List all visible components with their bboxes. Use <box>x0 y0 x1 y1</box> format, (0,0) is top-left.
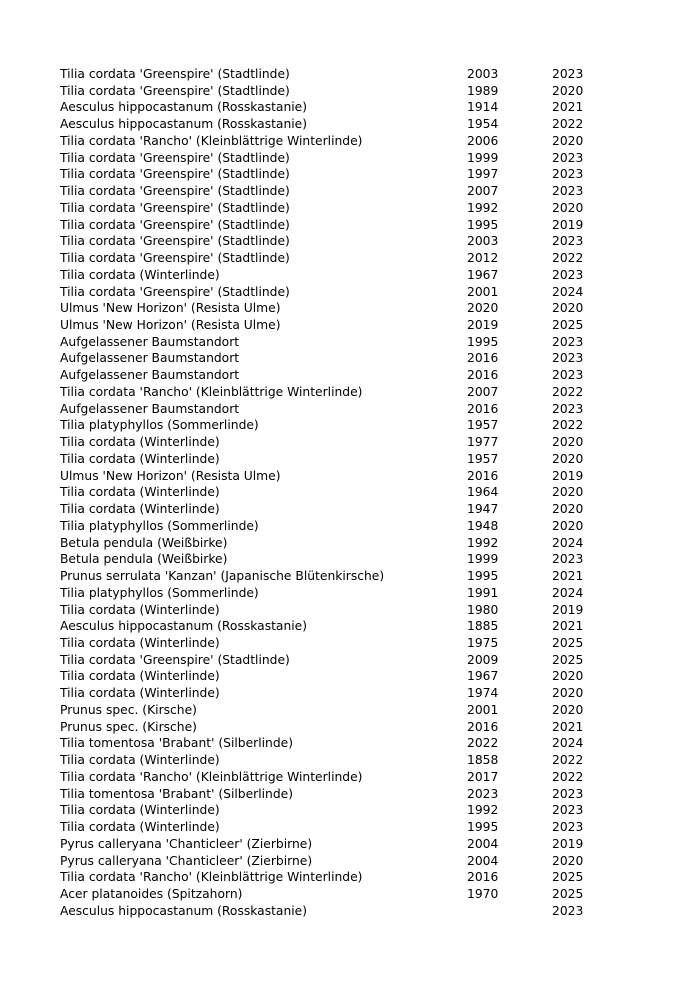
tree-name: Tilia tomentosa 'Brabant' (Silberlinde) <box>60 736 294 751</box>
year-planted: 1999 <box>467 150 499 165</box>
tree-name: Tilia cordata 'Greenspire' (Stadtlinde) <box>60 200 290 215</box>
year-checked: 2020 <box>552 451 584 466</box>
year-checked: 2020 <box>552 83 584 98</box>
tree-name: Prunus serrulata 'Kanzan' (Japanische Blütenkirsche) <box>60 569 385 584</box>
year-checked: 2021 <box>552 569 584 584</box>
table-row <box>60 250 600 267</box>
table-row <box>60 233 600 250</box>
year-checked: 2024 <box>552 284 584 299</box>
year-planted: 2006 <box>467 133 499 148</box>
tree-name: Tilia cordata (Winterlinde) <box>60 451 220 466</box>
year-planted: 2017 <box>467 769 499 784</box>
table-row <box>60 133 600 150</box>
table-row <box>60 702 600 719</box>
year-planted: 1980 <box>467 602 499 617</box>
year-checked: 2023 <box>552 820 584 835</box>
tree-name: Ulmus 'New Horizon' (Resista Ulme) <box>60 468 281 483</box>
table-row <box>60 869 600 886</box>
tree-name: Tilia cordata 'Greenspire' (Stadtlinde) <box>60 83 290 98</box>
table-row <box>60 300 600 317</box>
year-checked: 2025 <box>552 318 584 333</box>
table-row <box>60 417 600 434</box>
year-planted: 1992 <box>467 200 499 215</box>
tree-name: Tilia cordata 'Greenspire' (Stadtlinde) <box>60 284 290 299</box>
year-planted: 1947 <box>467 502 499 517</box>
year-checked: 2020 <box>552 485 584 500</box>
tree-name: Aufgelassener Baumstandort <box>60 401 240 416</box>
year-checked: 2023 <box>552 552 584 567</box>
year-planted: 2004 <box>467 853 499 868</box>
tree-name: Acer platanoides (Spitzahorn) <box>60 886 243 901</box>
tree-name: Aesculus hippocastanum (Rosskastanie) <box>60 619 308 634</box>
table-row <box>60 83 600 100</box>
year-checked: 2019 <box>552 602 584 617</box>
year-planted: 1957 <box>467 418 499 433</box>
year-checked: 2023 <box>552 368 584 383</box>
year-planted: 2016 <box>467 368 499 383</box>
year-planted: 1992 <box>467 535 499 550</box>
table-row <box>60 535 600 552</box>
year-checked: 2019 <box>552 836 584 851</box>
year-planted: 2023 <box>467 786 499 801</box>
tree-name: Ulmus 'New Horizon' (Resista Ulme) <box>60 301 281 316</box>
year-planted: 2001 <box>467 284 499 299</box>
tree-name: Prunus spec. (Kirsche) <box>60 719 197 734</box>
year-checked: 2020 <box>552 686 584 701</box>
table-row <box>60 752 600 769</box>
year-planted: 1997 <box>467 167 499 182</box>
table-row <box>60 267 600 284</box>
year-checked: 2019 <box>552 468 584 483</box>
year-checked: 2021 <box>552 100 584 115</box>
year-checked: 2023 <box>552 334 584 349</box>
year-checked: 2020 <box>552 518 584 533</box>
table-row <box>60 903 600 920</box>
table-row <box>60 652 600 669</box>
table-row <box>60 317 600 334</box>
year-checked: 2023 <box>552 401 584 416</box>
table-row <box>60 501 600 518</box>
tree-name: Tilia platyphyllos (Sommerlinde) <box>60 418 259 433</box>
year-checked: 2024 <box>552 535 584 550</box>
year-planted: 2016 <box>467 468 499 483</box>
year-planted: 1992 <box>467 803 499 818</box>
tree-name: Tilia platyphyllos (Sommerlinde) <box>60 585 259 600</box>
year-planted: 2022 <box>467 736 499 751</box>
tree-name: Tilia tomentosa 'Brabant' (Silberlinde) <box>60 786 294 801</box>
tree-name: Tilia cordata 'Greenspire' (Stadtlinde) <box>60 67 290 81</box>
year-planted: 1995 <box>467 820 499 835</box>
year-checked: 2023 <box>552 351 584 366</box>
tree-name: Aesculus hippocastanum (Rosskastanie) <box>60 100 308 115</box>
tree-name: Aesculus hippocastanum (Rosskastanie) <box>60 117 308 132</box>
year-checked: 2023 <box>552 150 584 165</box>
year-checked: 2020 <box>552 133 584 148</box>
tree-name: Tilia cordata 'Rancho' (Kleinblättrige Winterlinde) <box>60 133 363 148</box>
table-row <box>60 484 600 501</box>
year-planted: 1989 <box>467 83 499 98</box>
table-row <box>60 518 600 535</box>
table-row <box>60 618 600 635</box>
year-planted: 1995 <box>467 569 499 584</box>
year-checked: 2025 <box>552 870 584 885</box>
table-row <box>60 602 600 619</box>
year-checked: 2023 <box>552 803 584 818</box>
year-checked: 2022 <box>552 384 584 399</box>
tree-name: Betula pendula (Weißbirke) <box>60 552 228 567</box>
tree-name: Aufgelassener Baumstandort <box>60 334 240 349</box>
year-checked: 2023 <box>552 267 584 282</box>
tree-table <box>60 66 600 919</box>
table-row <box>60 769 600 786</box>
year-planted: 2016 <box>467 401 499 416</box>
year-checked: 2022 <box>552 418 584 433</box>
tree-name: Tilia cordata (Winterlinde) <box>60 669 220 684</box>
tree-name: Tilia cordata 'Greenspire' (Stadtlinde) <box>60 652 290 667</box>
tree-name: Tilia cordata 'Rancho' (Kleinblättrige Winterlinde) <box>60 769 363 784</box>
year-planted: 2012 <box>467 251 499 266</box>
tree-name: Tilia cordata 'Greenspire' (Stadtlinde) <box>60 234 290 249</box>
year-checked: 2023 <box>552 167 584 182</box>
tree-name: Prunus spec. (Kirsche) <box>60 702 197 717</box>
tree-name: Betula pendula (Weißbirke) <box>60 535 228 550</box>
table-row <box>60 786 600 803</box>
year-planted: 2009 <box>467 652 499 667</box>
tree-name: Tilia cordata (Winterlinde) <box>60 435 220 450</box>
year-checked: 2023 <box>552 67 584 81</box>
year-planted: 2019 <box>467 318 499 333</box>
table-row <box>60 200 600 217</box>
year-checked: 2025 <box>552 886 584 901</box>
table-row <box>60 451 600 468</box>
table-row <box>60 350 600 367</box>
year-checked: 2023 <box>552 234 584 249</box>
year-checked: 2023 <box>552 903 584 918</box>
year-planted: 1957 <box>467 451 499 466</box>
table-row <box>60 886 600 903</box>
tree-name: Tilia cordata (Winterlinde) <box>60 635 220 650</box>
year-planted: 1975 <box>467 635 499 650</box>
table-row <box>60 217 600 234</box>
year-checked: 2025 <box>552 652 584 667</box>
year-planted: 1977 <box>467 435 499 450</box>
table-row <box>60 735 600 752</box>
year-planted: 1954 <box>467 117 499 132</box>
table-row <box>60 719 600 736</box>
year-checked: 2020 <box>552 200 584 215</box>
year-checked: 2021 <box>552 619 584 634</box>
tree-name: Tilia cordata 'Greenspire' (Stadtlinde) <box>60 167 290 182</box>
tree-name: Ulmus 'New Horizon' (Resista Ulme) <box>60 318 281 333</box>
tree-name: Tilia cordata (Winterlinde) <box>60 753 220 768</box>
table-row <box>60 853 600 870</box>
year-checked: 2020 <box>552 702 584 717</box>
year-planted: 2020 <box>467 301 499 316</box>
year-planted: 1974 <box>467 686 499 701</box>
tree-name: Tilia cordata 'Rancho' (Kleinblättrige Winterlinde) <box>60 870 363 885</box>
year-planted: 1999 <box>467 552 499 567</box>
tree-name: Aesculus hippocastanum (Rosskastanie) <box>60 903 308 918</box>
table-row <box>60 334 600 351</box>
year-planted: 2016 <box>467 351 499 366</box>
year-planted: 2007 <box>467 384 499 399</box>
tree-name: Tilia platyphyllos (Sommerlinde) <box>60 518 259 533</box>
year-planted: 2003 <box>467 234 499 249</box>
year-checked: 2020 <box>552 301 584 316</box>
year-planted: 1967 <box>467 267 499 282</box>
year-planted: 1914 <box>467 100 499 115</box>
table-row <box>60 836 600 853</box>
year-checked: 2025 <box>552 635 584 650</box>
year-planted: 1991 <box>467 585 499 600</box>
tree-name: Tilia cordata (Winterlinde) <box>60 602 220 617</box>
year-planted: 2016 <box>467 870 499 885</box>
table-row <box>60 635 600 652</box>
year-planted: 2007 <box>467 184 499 199</box>
table-row <box>60 401 600 418</box>
tree-name: Tilia cordata 'Greenspire' (Stadtlinde) <box>60 251 290 266</box>
year-checked: 2022 <box>552 251 584 266</box>
year-planted: 1948 <box>467 518 499 533</box>
year-planted: 1970 <box>467 886 499 901</box>
year-checked: 2019 <box>552 217 584 232</box>
table-row <box>60 150 600 167</box>
tree-name: Aufgelassener Baumstandort <box>60 351 240 366</box>
table-row <box>60 568 600 585</box>
table-row <box>60 183 600 200</box>
tree-name: Tilia cordata 'Greenspire' (Stadtlinde) <box>60 150 290 165</box>
table-row <box>60 367 600 384</box>
year-checked: 2024 <box>552 736 584 751</box>
year-checked: 2023 <box>552 786 584 801</box>
year-planted: 2001 <box>467 702 499 717</box>
year-checked: 2020 <box>552 853 584 868</box>
year-checked: 2022 <box>552 769 584 784</box>
table-row <box>60 384 600 401</box>
year-checked: 2024 <box>552 585 584 600</box>
year-planted: 1885 <box>467 619 499 634</box>
year-planted: 2016 <box>467 719 499 734</box>
table-row <box>60 551 600 568</box>
table-row <box>60 116 600 133</box>
tree-name: Tilia cordata (Winterlinde) <box>60 502 220 517</box>
year-planted: 1964 <box>467 485 499 500</box>
table-row <box>60 99 600 116</box>
table-row <box>60 468 600 485</box>
table-row <box>60 585 600 602</box>
tree-name: Tilia cordata 'Rancho' (Kleinblättrige Winterlinde) <box>60 384 363 399</box>
year-checked: 2022 <box>552 753 584 768</box>
tree-name: Tilia cordata (Winterlinde) <box>60 820 220 835</box>
tree-name: Tilia cordata (Winterlinde) <box>60 267 220 282</box>
year-checked: 2023 <box>552 184 584 199</box>
tree-name: Tilia cordata 'Greenspire' (Stadtlinde) <box>60 184 290 199</box>
year-checked: 2021 <box>552 719 584 734</box>
year-planted: 2004 <box>467 836 499 851</box>
tree-name: Tilia cordata (Winterlinde) <box>60 485 220 500</box>
tree-name: Tilia cordata (Winterlinde) <box>60 686 220 701</box>
table-row <box>60 802 600 819</box>
year-planted: 1995 <box>467 334 499 349</box>
year-planted: 1858 <box>467 753 499 768</box>
table-row <box>60 819 600 836</box>
tree-name: Tilia cordata (Winterlinde) <box>60 803 220 818</box>
year-planted: 2003 <box>467 67 499 81</box>
table-row <box>60 66 600 83</box>
year-checked: 2020 <box>552 435 584 450</box>
table-row <box>60 284 600 301</box>
table-row <box>60 434 600 451</box>
tree-name: Pyrus calleryana 'Chanticleer' (Zierbirne) <box>60 836 313 851</box>
tree-name: Tilia cordata 'Greenspire' (Stadtlinde) <box>60 217 290 232</box>
table-row <box>60 668 600 685</box>
tree-name: Aufgelassener Baumstandort <box>60 368 240 383</box>
year-checked: 2020 <box>552 669 584 684</box>
year-checked: 2022 <box>552 117 584 132</box>
table-row <box>60 685 600 702</box>
year-planted: 1995 <box>467 217 499 232</box>
table-row <box>60 166 600 183</box>
tree-name: Pyrus calleryana 'Chanticleer' (Zierbirne) <box>60 853 313 868</box>
year-checked: 2020 <box>552 502 584 517</box>
year-planted: 1967 <box>467 669 499 684</box>
